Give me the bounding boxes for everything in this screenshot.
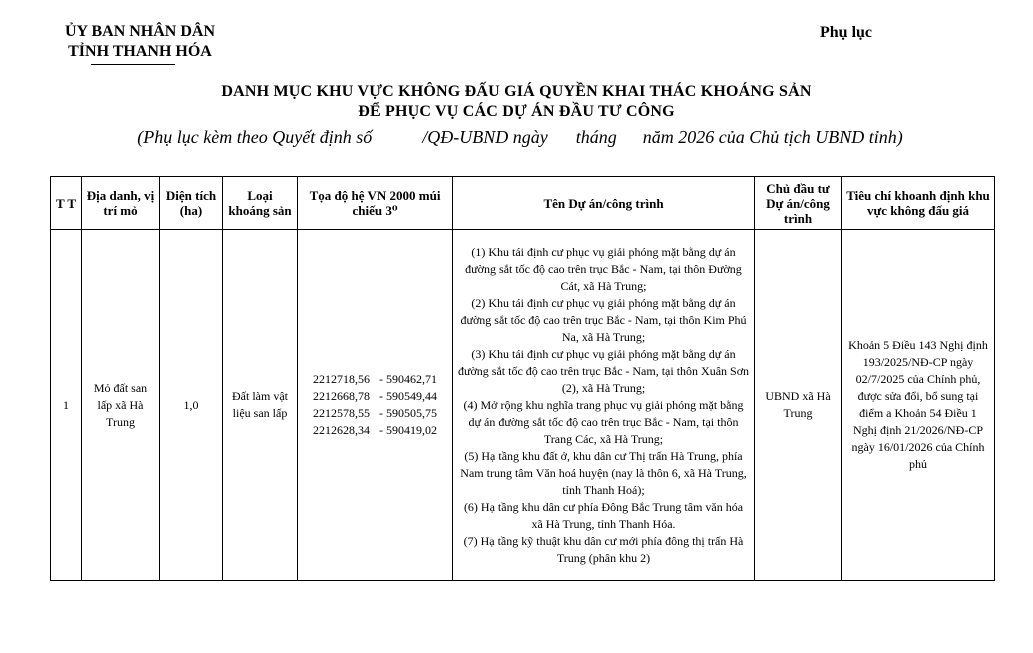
project-item-4: (4) Mở rộng khu nghĩa trang phục vụ giải phóng mặt bằng dự án đường sắt tốc độ cao trên trục Bắc - Nam, tại thôn Trang Các, xã Hà Trung; [463,397,744,446]
project-item-5: (5) Hạ tầng khu đất ở, khu dân cư Thị trấn Hà Trung, phía Nam trung tâm Văn hoá huyện (nay là thôn 6, xã Hà Trung, tỉnh Thanh Hoá); [460,448,747,497]
document-title-line-1: DANH MỤC KHU VỰC KHÔNG ĐẤU GIÁ QUYỀN KHAI THÁC KHOÁNG SẢN [221,83,812,100]
project-item-2: (2) Khu tái định cư phục vụ giải phóng mặt bằng dự án đường sắt tốc độ cao trên trục Bắc - Nam, tại thôn Kim Phú Na, xã Hà Trung; [460,295,747,344]
header-coordinates: Tọa độ hệ VN 2000 múi chiếu 3⁰ [298,177,453,230]
cell-projects [453,230,755,581]
subtitle-part-d: năm 2026 của Chủ tịch UBND tỉnh) [642,127,903,147]
header-mineral: Loại khoáng sản [223,177,298,230]
project-item-3: (3) Khu tái định cư phục vụ giải phóng mặt bằng dự án đường sắt tốc độ cao trên trục Bắc - Nam, tại thôn Xuân Sơn (2), xã Hà Trung; [457,346,750,395]
header-project: Tên Dự án/công trình [453,177,755,230]
subtitle-part-a: (Phụ lục kèm theo Quyết định số [137,127,373,147]
header-investor: Chủ đầu tư Dự án/công trình [755,177,842,230]
cell-stt: 1 [51,230,82,581]
cell-coordinates [298,230,453,581]
table-header-row [51,177,995,230]
authority-line-2: TỈNH THANH HÓA [68,43,212,60]
coordinate-point-2: 2212668,78 - 590549,44 [313,389,437,403]
subtitle-part-b: /QĐ-UBND ngày [422,127,548,147]
cell-mineral: Đất làm vật liệu san lấp [223,230,298,581]
project-item-6: (6) Hạ tầng khu dân cư phía Đông Bắc Trung tâm văn hóa xã Hà Trung, tỉnh Thanh Hóa. [463,499,744,531]
project-item-7: (7) Hạ tầng kỹ thuật khu dân cư mới phía đông thị trấn Hà Trung (phân khu 2) [463,533,744,565]
issuing-authority [50,22,230,62]
header-criteria: Tiêu chí khoanh định khu vực không đấu giá [842,177,995,230]
header-location: Địa danh, vị trí mỏ [82,177,160,230]
cell-criteria: Khoản 5 Điều 143 Nghị định 193/2025/NĐ-CP ngày 02/7/2025 của Chính phủ, được sửa đổi, bổ sung tại điểm a Khoản 54 Điều 1 Nghị định 21/2026/NĐ-CP ngày 16/01/2026 của Chính phủ [842,230,995,581]
coordinate-point-4: 2212628,34 - 590419,02 [313,423,437,437]
coordinate-point-3: 2212578,55 - 590505,75 [313,406,437,420]
authority-underline [91,64,175,65]
document-title-line-2: ĐỂ PHỤC VỤ CÁC DỰ ÁN ĐẦU TƯ CÔNG [358,103,675,120]
cell-area: 1,0 [160,230,223,581]
annex-label: Phụ lục [820,24,873,41]
header-stt: T T [51,177,82,230]
coordinate-point-1: 2212718,56 - 590462,71 [313,372,437,386]
table-row [51,230,995,581]
mine-area-table [50,176,995,581]
cell-investor: UBND xã Hà Trung [755,230,842,581]
cell-location: Mỏ đất san lấp xã Hà Trung [82,230,160,581]
subtitle-part-c: tháng [575,127,617,147]
document-subtitle [0,126,1033,148]
project-item-1: (1) Khu tái định cư phục vụ giải phóng mặt bằng dự án đường sắt tốc độ cao trên trục Bắc - Nam, tại thôn Đường Cát, xã Hà Trung; [465,244,742,293]
authority-line-1: ỦY BAN NHÂN DÂN [64,23,216,40]
header-area: Diện tích (ha) [160,177,223,230]
